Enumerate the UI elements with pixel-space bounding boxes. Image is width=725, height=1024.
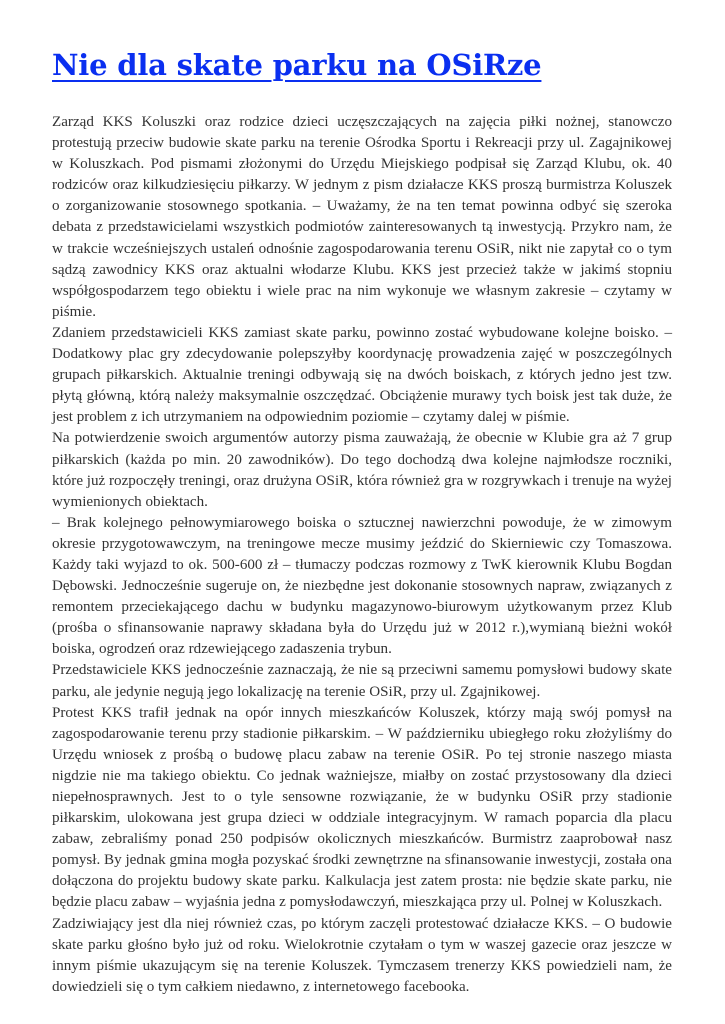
article-paragraph-1: Zarząd KKS Koluszki oraz rodzice dzieci uczęszczających na zajęcia piłki nożnej, stanowczo protestują przeciw budowie skate parku na terenie Ośrodka Sportu i Rekreacji przy ul. Zagajnikowej w Koluszkach. Pod pismami złożonymi do Urzędu Miejskiego podpisał się Zarząd Klubu, ok. 40 rodziców oraz kilkudziesięciu piłkarzy. W jednym z pism działacze KKS proszą burmistrza Koluszek o zorganizowanie stosownego spotkania. – Uważamy, że na ten temat powinna odbyć się szeroka debata z przedstawicielami wszystkich podmiotów zainteresowanych tą inwestycją. Przykro nam, że w trakcie wcześniejszych ustaleń odnośnie zagospodarowania terenu OSiR, nikt nie zapytał co o tym sądzą zawodnicy KKS oraz aktualni włodarze Klubu. KKS jest przecież także w jakimś stopniu współgospodarzem tego obiektu i wiele prac na nim wykonuje we własnym zakresie – czytamy w piśmie. — [52, 114, 672, 320]
article-paragraph-3: Na potwierdzenie swoich argumentów autorzy pisma zauważają, że obecnie w Klubie gra aż 7 grup piłkarskich (każda po min. 20 zawodników). Do tego dochodzą dwa kolejne najmłodsze roczniki, które już rozpoczęły treningi, oraz drużyna OSiR, która również gra w rozgrywkach i trenuje na wyżej wymienionych obiektach. — [52, 430, 672, 510]
document-page — [52, 42, 672, 998]
article-paragraph-5: Przedstawiciele KKS jednocześnie zaznaczają, że nie są przeciwni samemu pomysłowi budowy skate parku, ale jedynie negują jego lokalizację na terenie OSiR, przy ul. Zgajnikowej. — [52, 662, 672, 700]
article-paragraph-2: Zdaniem przedstawicieli KKS zamiast skate parku, powinno zostać wybudowane kolejne boisko. – Dodatkowy plac gry zdecydowanie polepszyłby koordynację prowadzenia zajęć w poszczególnych grupach piłkarskich. Aktualnie treningi odbywają się na dwóch boiskach, z których jedno jest tzw. płytą główną, którą należy maksymalnie oszczędzać. Obciążenie murawy tych boisk jest tak duże, że jest problem z ich utrzymaniem na odpowiednim poziomie – czytamy dalej w piśmie. — [52, 324, 672, 426]
article-paragraph-6: Protest KKS trafił jednak na opór innych mieszkańców Koluszek, którzy mają swój pomysł na zagospodarowanie terenu przy stadionie piłkarskim. – W październiku ubiegłego roku złożyliśmy do Urzędu wniosek z prośbą o budowę placu zabaw na terenie OSiR. Po tej stronie naszego miasta nigdzie nie ma takiego obiektu. Co jednak ważniejsze, miałby on zostać przystosowany dla dzieci niepełnosprawnych. Jest to o tyle sensowne rozwiązanie, że w budynku OSiR przy stadionie piłkarskim, ulokowana jest grupa dzieci w oddziale integracyjnym. W ramach poparcia dla placu zabaw, zebraliśmy ponad 250 podpisów okolicznych mieszkańców. Burmistrz zaaprobował nasz pomysł. By jednak gmina mogła pozyskać środki zewnętrzne na sfinansowanie inwestycji, została ona dołączona do projektu budowy skate parku. Kalkulacja jest zatem prosta: nie będzie skate parku, nie będzie placu zabaw – wyjaśnia jedna z pomysłodawczyń, mieszkająca przy ul. Polnej w Koluszkach. — [52, 704, 672, 911]
article-title-link[interactable]: Nie dla skate parku na OSiRze — [52, 48, 542, 82]
article-paragraph-4: – Brak kolejnego pełnowymiarowego boiska o sztucznej nawierzchni powoduje, że w zimowym okresie przygotowawczym, na treningowe mecze musimy jeździć do Skierniewic czy Tomaszowa. Każdy taki wyjazd to ok. 500-600 zł – tłumaczy podczas rozmowy z TwK kierownik Klubu Bogdan Dębowski. Jednocześnie sugeruje on, że niezbędne jest dokonanie stosownych napraw, związanych z remontem przeciekającego dachu w budynku magazynowo-biurowym użytkowanym przez Klub (prośba o sfinansowanie naprawy składana była do Urzędu już w 2012 r.),wymianą bieżni wokół boiska, ogrodzeń oraz rdzewiejącego zadaszenia trybun. — [52, 514, 672, 658]
article-paragraph-7: Zadziwiający jest dla niej również czas, po którym zaczęli protestować działacze KKS. – O budowie skate parku głośno było już od roku. Wielokrotnie czytałam o tym w waszej gazecie oraz jeszcze w innym piśmie ukazującym się na terenie Koluszek. Tymczasem trenerzy KKS powiedzieli nam, że dowiedzieli się o tym całkiem niedawno, z internetowego facebooka. — [52, 915, 672, 995]
article-body — [52, 112, 672, 998]
